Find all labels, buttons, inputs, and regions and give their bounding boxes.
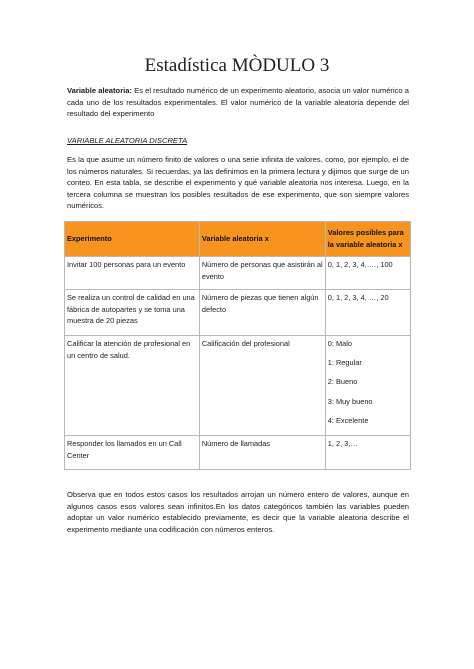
cell-variable: Número de piezas que tienen algún defecto: [199, 290, 325, 336]
cell-variable: Calificación del profesional: [199, 336, 325, 436]
value-option: 1: Regular: [327, 358, 362, 368]
cell-experiment: Se realiza un control de calidad en una fábrica de autopartes y se toma una muestra de 20 piezas: [65, 290, 200, 336]
section-heading: VARIABLE ALEATORIA DISCRETA: [67, 136, 188, 145]
cell-variable: Número de personas que asistirán al evento: [199, 257, 325, 290]
table-header-row: [65, 222, 411, 257]
intro-text: Es el resultado numérico de un experimento aleatorio, asocia un valor numérico a cada uno de los resultados experimentales. El valor numérico de la variable aleatoria depende del resultado del experimento: [67, 86, 409, 119]
cell-values: 0, 1, 2, 3, 4,…., 100: [325, 257, 410, 290]
table-row: [65, 436, 411, 470]
cell-experiment: Responder los llamados en un Call Center: [65, 436, 200, 470]
value-option: 2: Bueno: [327, 377, 358, 387]
table-row: [65, 336, 411, 436]
cell-values: 0, 1, 2, 3, 4, …, 20: [325, 290, 410, 336]
discrete-paragraph: Es la que asume un número finito de valores o una serie infinita de valores, como, por ejemplo, el de los números naturales. Si recuerdas, ya las definimos en la primera lectura y dijimos que surge de un conteo. En esta tabla, se describe el experimento y qué variable aleatoria nos interesa. Luego, en la tercera columna se muestran los posibles resultados de ese experimento, que son siempre valores numéricos.: [67, 155, 409, 211]
variables-table: [64, 221, 411, 470]
header-values: Valores posibles para la variable aleatoria x: [325, 222, 410, 257]
cell-experiment: Calificar la atención de profesional en un centro de salud.: [65, 336, 200, 436]
value-option: 3: Muy bueno: [327, 396, 373, 406]
cell-experiment: Invitar 100 personas para un evento: [65, 257, 200, 290]
cell-values: [325, 336, 410, 436]
table-row: [65, 257, 411, 290]
intro-paragraph: [67, 85, 409, 120]
value-option: 0: Malo: [327, 339, 352, 348]
cell-variable: Número de llamadas: [199, 436, 325, 470]
cell-values: 1, 2, 3,…: [325, 436, 410, 470]
page-title: Estadística MÒDULO 3: [144, 55, 330, 76]
header-experiment: Experimento: [65, 222, 200, 257]
header-variable: Variable aleatoria x: [199, 222, 325, 257]
intro-term: Variable aleatoria:: [67, 86, 133, 95]
closing-paragraph: Observa que en todos estos casos los resultados arrojan un número entero de valores, aunque en algunos casos esos valores sean infinitos.En los datos categóricos también las variables pueden adoptar un valor numérico establecido previamente, es decir que la variable aleatoria describe el experimento mediante una codificación con números enteros.: [67, 490, 409, 534]
value-option: 4: Excelente: [327, 415, 369, 425]
table-row: [65, 290, 411, 336]
